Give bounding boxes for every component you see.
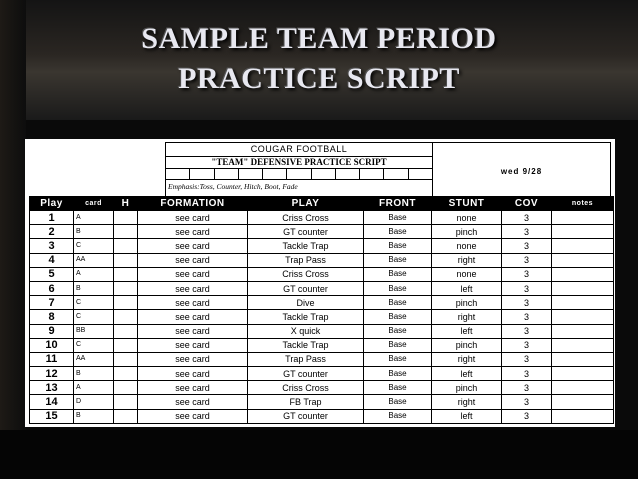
formation-cell: see card <box>138 239 248 253</box>
script-header <box>165 142 433 200</box>
stunt-cell: right <box>432 352 502 366</box>
play-number: 2 <box>30 225 74 239</box>
card-code: C <box>74 310 114 324</box>
h-cell <box>114 409 138 423</box>
card-code: A <box>74 211 114 225</box>
formation-cell: see card <box>138 281 248 295</box>
stunt-cell: right <box>432 253 502 267</box>
front-cell: Base <box>364 267 432 281</box>
col-header-play-number: Play <box>30 197 74 211</box>
h-cell <box>114 253 138 267</box>
notes-cell <box>552 324 614 338</box>
table-row <box>30 324 614 338</box>
card-code: C <box>74 296 114 310</box>
stunt-cell: none <box>432 267 502 281</box>
cov-cell: 3 <box>502 239 552 253</box>
play-cell: Criss Cross <box>248 267 364 281</box>
col-header-stunt: STUNT <box>432 197 502 211</box>
card-code: B <box>74 281 114 295</box>
card-code: B <box>74 409 114 423</box>
stunt-cell: right <box>432 310 502 324</box>
formation-cell: see card <box>138 338 248 352</box>
date-label: wed 9/28 <box>433 142 611 200</box>
table-row <box>30 310 614 324</box>
play-cell: Tackle Trap <box>248 310 364 324</box>
formation-cell: see card <box>138 267 248 281</box>
front-cell: Base <box>364 281 432 295</box>
stunt-cell: right <box>432 395 502 409</box>
notes-cell <box>552 296 614 310</box>
play-number: 14 <box>30 395 74 409</box>
cov-cell: 3 <box>502 381 552 395</box>
front-cell: Base <box>364 225 432 239</box>
cov-cell: 3 <box>502 267 552 281</box>
stunt-cell: left <box>432 409 502 423</box>
front-cell: Base <box>364 367 432 381</box>
cov-cell: 3 <box>502 296 552 310</box>
stunt-cell: pinch <box>432 225 502 239</box>
header-blank-cells <box>166 168 432 180</box>
notes-cell <box>552 239 614 253</box>
emphasis-note: Emphasis:Toss, Counter, Hitch, Boot, Fade <box>168 182 298 191</box>
cov-cell: 3 <box>502 211 552 225</box>
h-cell <box>114 296 138 310</box>
org-name: COUGAR FOOTBALL <box>166 143 432 157</box>
cov-cell: 3 <box>502 310 552 324</box>
play-cell: Criss Cross <box>248 381 364 395</box>
front-cell: Base <box>364 338 432 352</box>
cov-cell: 3 <box>502 338 552 352</box>
script-name: "TEAM" DEFENSIVE PRACTICE SCRIPT <box>166 156 432 169</box>
front-cell: Base <box>364 352 432 366</box>
play-cell: Criss Cross <box>248 211 364 225</box>
h-cell <box>114 367 138 381</box>
play-cell: FB Trap <box>248 395 364 409</box>
play-number: 11 <box>30 352 74 366</box>
h-cell <box>114 352 138 366</box>
stunt-cell: none <box>432 211 502 225</box>
notes-cell <box>552 367 614 381</box>
notes-cell <box>552 225 614 239</box>
card-code: A <box>74 267 114 281</box>
table-row <box>30 225 614 239</box>
notes-cell <box>552 267 614 281</box>
stunt-cell: pinch <box>432 381 502 395</box>
play-number: 1 <box>30 211 74 225</box>
stunt-cell: left <box>432 281 502 295</box>
notes-cell <box>552 338 614 352</box>
card-code: AA <box>74 352 114 366</box>
play-number: 12 <box>30 367 74 381</box>
front-cell: Base <box>364 253 432 267</box>
cov-cell: 3 <box>502 352 552 366</box>
table-row <box>30 338 614 352</box>
cov-cell: 3 <box>502 225 552 239</box>
front-cell: Base <box>364 296 432 310</box>
table-row <box>30 409 614 423</box>
col-header-card: card <box>74 197 114 211</box>
h-cell <box>114 395 138 409</box>
slide-title-line1: SAMPLE TEAM PERIOD <box>141 22 497 55</box>
table-row <box>30 253 614 267</box>
front-cell: Base <box>364 381 432 395</box>
formation-cell: see card <box>138 253 248 267</box>
table-row <box>30 381 614 395</box>
table-row <box>30 367 614 381</box>
card-code: C <box>74 239 114 253</box>
play-cell: GT counter <box>248 409 364 423</box>
formation-cell: see card <box>138 395 248 409</box>
table-header-row <box>30 197 614 211</box>
play-number: 10 <box>30 338 74 352</box>
play-number: 6 <box>30 281 74 295</box>
play-number: 7 <box>30 296 74 310</box>
play-number: 4 <box>30 253 74 267</box>
formation-cell: see card <box>138 381 248 395</box>
table-row <box>30 395 614 409</box>
notes-cell <box>552 381 614 395</box>
front-cell: Base <box>364 324 432 338</box>
cov-cell: 3 <box>502 367 552 381</box>
slide-title-line2: PRACTICE SCRIPT <box>178 62 460 95</box>
play-number: 15 <box>30 409 74 423</box>
col-header-h: H <box>114 197 138 211</box>
card-code: C <box>74 338 114 352</box>
play-cell: GT counter <box>248 367 364 381</box>
h-cell <box>114 225 138 239</box>
play-cell: X quick <box>248 324 364 338</box>
h-cell <box>114 324 138 338</box>
formation-cell: see card <box>138 310 248 324</box>
h-cell <box>114 338 138 352</box>
table-row <box>30 211 614 225</box>
front-cell: Base <box>364 211 432 225</box>
play-number: 8 <box>30 310 74 324</box>
script-table <box>29 196 614 424</box>
formation-cell: see card <box>138 324 248 338</box>
notes-cell <box>552 310 614 324</box>
notes-cell <box>552 352 614 366</box>
formation-cell: see card <box>138 409 248 423</box>
notes-cell <box>552 409 614 423</box>
card-code: B <box>74 225 114 239</box>
table-row <box>30 352 614 366</box>
h-cell <box>114 310 138 324</box>
front-cell: Base <box>364 395 432 409</box>
col-header-cov: COV <box>502 197 552 211</box>
h-cell <box>114 281 138 295</box>
table-row <box>30 239 614 253</box>
play-cell: GT counter <box>248 225 364 239</box>
cov-cell: 3 <box>502 409 552 423</box>
formation-cell: see card <box>138 367 248 381</box>
col-header-play: PLAY <box>248 197 364 211</box>
cov-cell: 3 <box>502 395 552 409</box>
card-code: BB <box>74 324 114 338</box>
front-cell: Base <box>364 409 432 423</box>
background-field-photo <box>0 0 638 120</box>
practice-script-sheet <box>25 139 615 427</box>
h-cell <box>114 381 138 395</box>
cov-cell: 3 <box>502 253 552 267</box>
play-number: 3 <box>30 239 74 253</box>
notes-cell <box>552 211 614 225</box>
front-cell: Base <box>364 239 432 253</box>
stunt-cell: left <box>432 324 502 338</box>
formation-cell: see card <box>138 296 248 310</box>
formation-cell: see card <box>138 352 248 366</box>
play-number: 5 <box>30 267 74 281</box>
card-code: A <box>74 381 114 395</box>
play-number: 9 <box>30 324 74 338</box>
formation-cell: see card <box>138 225 248 239</box>
stunt-cell: pinch <box>432 338 502 352</box>
card-code: AA <box>74 253 114 267</box>
notes-cell <box>552 253 614 267</box>
stunt-cell: none <box>432 239 502 253</box>
formation-cell: see card <box>138 211 248 225</box>
h-cell <box>114 211 138 225</box>
table-row <box>30 281 614 295</box>
play-cell: Trap Pass <box>248 253 364 267</box>
stunt-cell: pinch <box>432 296 502 310</box>
play-cell: Tackle Trap <box>248 338 364 352</box>
notes-cell <box>552 395 614 409</box>
table-row <box>30 267 614 281</box>
play-number: 13 <box>30 381 74 395</box>
table-row <box>30 296 614 310</box>
background-footer <box>0 430 638 479</box>
h-cell <box>114 267 138 281</box>
col-header-front: FRONT <box>364 197 432 211</box>
col-header-formation: FORMATION <box>138 197 248 211</box>
notes-cell <box>552 281 614 295</box>
stunt-cell: left <box>432 367 502 381</box>
cov-cell: 3 <box>502 281 552 295</box>
play-cell: Dive <box>248 296 364 310</box>
col-header-notes: notes <box>552 197 614 211</box>
cov-cell: 3 <box>502 324 552 338</box>
play-cell: GT counter <box>248 281 364 295</box>
h-cell <box>114 239 138 253</box>
card-code: D <box>74 395 114 409</box>
card-code: B <box>74 367 114 381</box>
play-cell: Trap Pass <box>248 352 364 366</box>
front-cell: Base <box>364 310 432 324</box>
play-cell: Tackle Trap <box>248 239 364 253</box>
